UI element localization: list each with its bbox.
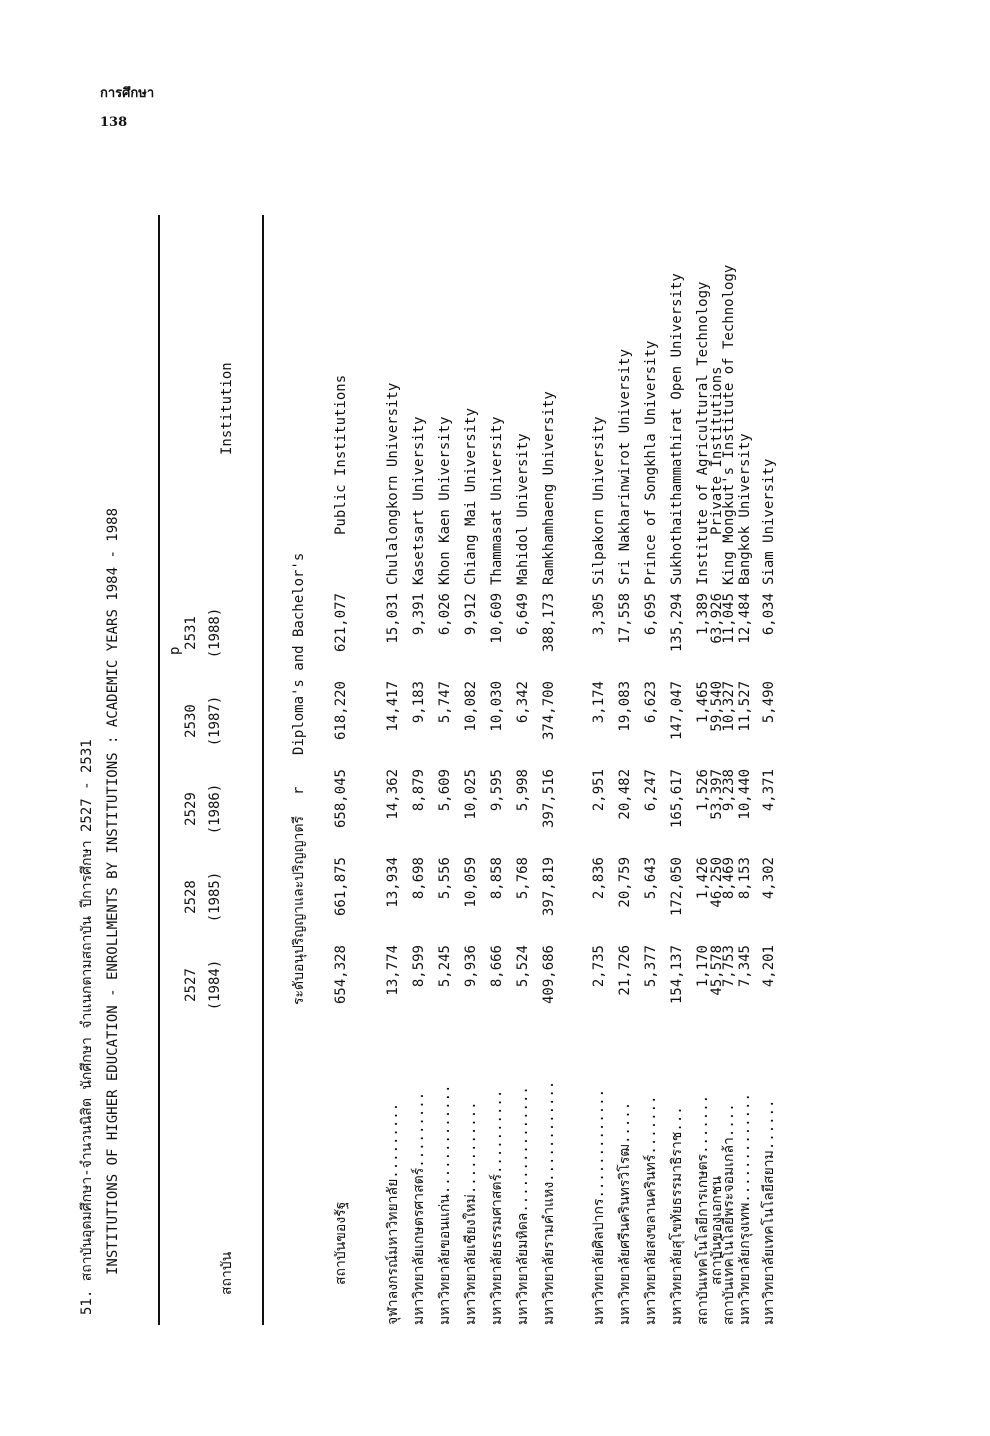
cell: 135,294 bbox=[669, 593, 685, 653]
cell: 1,170 bbox=[695, 945, 711, 988]
cell: 8,153 bbox=[737, 857, 753, 900]
cell: 9,595 bbox=[489, 769, 505, 812]
cell: 397,819 bbox=[541, 857, 557, 917]
cell: 19,083 bbox=[617, 681, 633, 732]
section-public-english: Public Institutions bbox=[333, 374, 349, 535]
row-label-thai: มหาวิทยาลัยกรุงเทพ............. bbox=[737, 1093, 753, 1325]
cell: 6,623 bbox=[643, 681, 659, 724]
private-total-1986: 53,397 bbox=[709, 769, 725, 820]
row-label-english: Khon Kaen University bbox=[437, 416, 453, 585]
cell: 409,686 bbox=[541, 945, 557, 1005]
section-private-thai: สถาบันของเอกชน bbox=[709, 1176, 725, 1285]
page-number: 138 bbox=[100, 115, 128, 130]
cell: 12,484 bbox=[737, 593, 753, 644]
cell: 20,482 bbox=[617, 769, 633, 820]
cell: 5,747 bbox=[437, 681, 453, 724]
row-label-thai: มหาวิทยาลัยเทคโนโลยีสยาม...... bbox=[761, 1099, 777, 1325]
cell: 9,238 bbox=[721, 769, 737, 812]
row-label-english: Silpakorn University bbox=[591, 416, 607, 585]
cell: 10,609 bbox=[489, 593, 505, 644]
row-label-thai: มหาวิทยาลัยธรรมศาสตร์.......... bbox=[489, 1089, 505, 1325]
cell: 4,302 bbox=[761, 857, 777, 900]
row-label-thai: มหาวิทยาลัยเกษตรศาสตร์......... bbox=[411, 1091, 427, 1325]
level-label-thai: ระดับอนุปริญญาและปริญญาตรี bbox=[291, 816, 307, 1005]
cell: 5,490 bbox=[761, 681, 777, 724]
cell: 15,031 bbox=[385, 593, 401, 644]
column-header-english: Institution bbox=[219, 362, 235, 455]
enrollment-table bbox=[70, 175, 780, 1355]
cell: 374,700 bbox=[541, 681, 557, 741]
cell: 172,050 bbox=[669, 857, 685, 917]
cell: 165,617 bbox=[669, 769, 685, 829]
cell: 8,698 bbox=[411, 857, 427, 900]
page-label: การศึกษา bbox=[100, 86, 155, 101]
cell: 388,173 bbox=[541, 593, 557, 653]
year-th-2529: 2529 bbox=[183, 792, 199, 826]
cell: 14,362 bbox=[385, 769, 401, 820]
cell: 10,440 bbox=[737, 769, 753, 820]
row-label-thai: มหาวิทยาลัยศรีนครินทรวิโรฒ..... bbox=[617, 1101, 633, 1325]
column-header-thai: สถาบัน bbox=[219, 1251, 235, 1295]
cell: 5,524 bbox=[515, 945, 531, 988]
cell: 10,025 bbox=[463, 769, 479, 820]
cell: 8,666 bbox=[489, 945, 505, 988]
row-label-english: Prince of Songkhla University bbox=[643, 340, 659, 585]
preliminary-mark: p bbox=[167, 646, 183, 655]
cell: 11,045 bbox=[721, 593, 737, 644]
cell: 5,768 bbox=[515, 857, 531, 900]
cell: 8,599 bbox=[411, 945, 427, 988]
cell: 2,836 bbox=[591, 857, 607, 900]
public-total-1986: 658,045 bbox=[333, 769, 349, 829]
cell: 5,643 bbox=[643, 857, 659, 900]
cell: 7,753 bbox=[721, 945, 737, 988]
cell: 6,649 bbox=[515, 593, 531, 636]
revised-mark: r bbox=[291, 786, 307, 795]
cell: 14,417 bbox=[385, 681, 401, 732]
cell: 17,558 bbox=[617, 593, 633, 644]
cell: 3,305 bbox=[591, 593, 607, 636]
row-label-english: Chiang Mai University bbox=[463, 407, 479, 585]
private-total-1987: 59,540 bbox=[709, 681, 725, 732]
cell: 2,951 bbox=[591, 769, 607, 812]
cell: 6,026 bbox=[437, 593, 453, 636]
cell: 9,183 bbox=[411, 681, 427, 724]
row-label-thai: มหาวิทยาลัยสงขลานครินทร์....... bbox=[643, 1095, 659, 1325]
year-en-1985: (1985) bbox=[207, 871, 223, 923]
row-label-english: Sukhothaithammathirat Open University bbox=[669, 273, 685, 585]
public-total-1984: 654,328 bbox=[333, 945, 349, 1005]
year-en-1984: (1984) bbox=[207, 959, 223, 1011]
cell: 1,426 bbox=[695, 857, 711, 900]
row-label-thai: มหาวิทยาลัยสุโขทัยธรรมาธิราช... bbox=[669, 1106, 685, 1325]
level-label-english: Diploma's and Bachelor's bbox=[291, 552, 307, 755]
public-total-1987: 618,220 bbox=[333, 681, 349, 741]
header-rule bbox=[262, 215, 264, 1325]
cell: 1,526 bbox=[695, 769, 711, 812]
cell: 13,934 bbox=[385, 857, 401, 908]
cell: 10,082 bbox=[463, 681, 479, 732]
row-label-thai: จุฬาลงกรณ์มหาวิทยาลัย......... bbox=[385, 1102, 401, 1325]
row-label-thai: มหาวิทยาลัยขอนแก่น............. bbox=[437, 1084, 453, 1325]
year-th-2527: 2527 bbox=[183, 968, 199, 1002]
cell: 5,609 bbox=[437, 769, 453, 812]
row-label-english: Thammasat University bbox=[489, 416, 505, 585]
cell: 3,174 bbox=[591, 681, 607, 724]
row-label-thai: มหาวิทยาลัยรามคำแหง............ bbox=[541, 1080, 557, 1325]
cell: 147,047 bbox=[669, 681, 685, 741]
cell: 10,059 bbox=[463, 857, 479, 908]
cell: 397,516 bbox=[541, 769, 557, 829]
row-label-english: Chulalongkorn University bbox=[385, 382, 401, 585]
cell: 9,936 bbox=[463, 945, 479, 988]
cell: 6,342 bbox=[515, 681, 531, 724]
row-label-english: Institute of Agricultural Technology bbox=[695, 281, 711, 585]
year-th-2528: 2528 bbox=[183, 880, 199, 914]
cell: 154,137 bbox=[669, 945, 685, 1005]
cell: 8,469 bbox=[721, 857, 737, 900]
cell: 8,858 bbox=[489, 857, 505, 900]
cell: 5,245 bbox=[437, 945, 453, 988]
cell: 2,735 bbox=[591, 945, 607, 988]
row-label-english: Siam University bbox=[761, 458, 777, 585]
cell: 10,030 bbox=[489, 681, 505, 732]
row-label-thai: มหาวิทยาลัยเชียงใหม่........... bbox=[463, 1101, 479, 1325]
year-th-2531: 2531 bbox=[183, 616, 199, 650]
cell: 9,391 bbox=[411, 593, 427, 636]
cell: 11,527 bbox=[737, 681, 753, 732]
row-label-english: Kasetsart University bbox=[411, 416, 427, 585]
cell: 10,327 bbox=[721, 681, 737, 732]
private-total-1985: 46,250 bbox=[709, 857, 725, 908]
table-title-english: INSTITUTIONS OF HIGHER EDUCATION - ENROLLMENTS BY INSTITUTIONS : ACADEMIC YEARS 1984 - 1988 bbox=[105, 507, 121, 1275]
row-label-thai: มหาวิทยาลัยศิลปากร............. bbox=[591, 1088, 607, 1325]
row-label-english: Sri Nakharinwirot University bbox=[617, 348, 633, 585]
row-label-english: King Mongkut's Institute of Technology bbox=[721, 264, 737, 585]
year-en-1986: (1986) bbox=[207, 783, 223, 835]
top-rule bbox=[158, 215, 160, 1325]
cell: 20,759 bbox=[617, 857, 633, 908]
private-total-1984: 45,578 bbox=[709, 945, 725, 996]
cell: 5,556 bbox=[437, 857, 453, 900]
public-total-1988: 621,077 bbox=[333, 593, 349, 653]
cell: 6,695 bbox=[643, 593, 659, 636]
cell: 8,879 bbox=[411, 769, 427, 812]
rotated-table-container bbox=[70, 175, 780, 1355]
row-label-english: Mahidol University bbox=[515, 433, 531, 585]
cell: 13,774 bbox=[385, 945, 401, 996]
cell: 4,201 bbox=[761, 945, 777, 988]
row-label-english: Bangkok University bbox=[737, 433, 753, 585]
table-title-thai: 51. สถาบันอุดมศึกษา-จำนวนนิสิต นักศึกษา จำแนกตามสถาบัน ปีการศึกษา 2527 - 2531 bbox=[79, 739, 95, 1315]
cell: 5,998 bbox=[515, 769, 531, 812]
public-total-1985: 661,875 bbox=[333, 857, 349, 917]
cell: 21,726 bbox=[617, 945, 633, 996]
cell: 4,371 bbox=[761, 769, 777, 812]
row-label-thai: มหาวิทยาลัยมหิดล............... bbox=[515, 1086, 531, 1325]
cell: 6,247 bbox=[643, 769, 659, 812]
section-public-thai: สถาบันของรัฐ bbox=[333, 1201, 349, 1285]
section-private-english: Private Institutions bbox=[709, 366, 725, 535]
cell: 1,389 bbox=[695, 593, 711, 636]
cell: 1,465 bbox=[695, 681, 711, 724]
row-label-english: Ramkhamhaeng University bbox=[541, 391, 557, 585]
cell: 5,377 bbox=[643, 945, 659, 988]
row-label-thai: สถาบันเทคโนโลยีพระจอมเกล้า.... bbox=[721, 1103, 737, 1325]
year-en-1987: (1987) bbox=[207, 695, 223, 747]
private-total-1988: 63,926 bbox=[709, 593, 725, 644]
year-th-2530: 2530 bbox=[183, 704, 199, 738]
cell: 6,034 bbox=[761, 593, 777, 636]
year-en-1988: (1988) bbox=[207, 607, 223, 659]
cell: 7,345 bbox=[737, 945, 753, 988]
cell: 9,912 bbox=[463, 593, 479, 636]
row-label-thai: สถาบันเทคโนโลยีการเกษตร....... bbox=[695, 1094, 711, 1325]
